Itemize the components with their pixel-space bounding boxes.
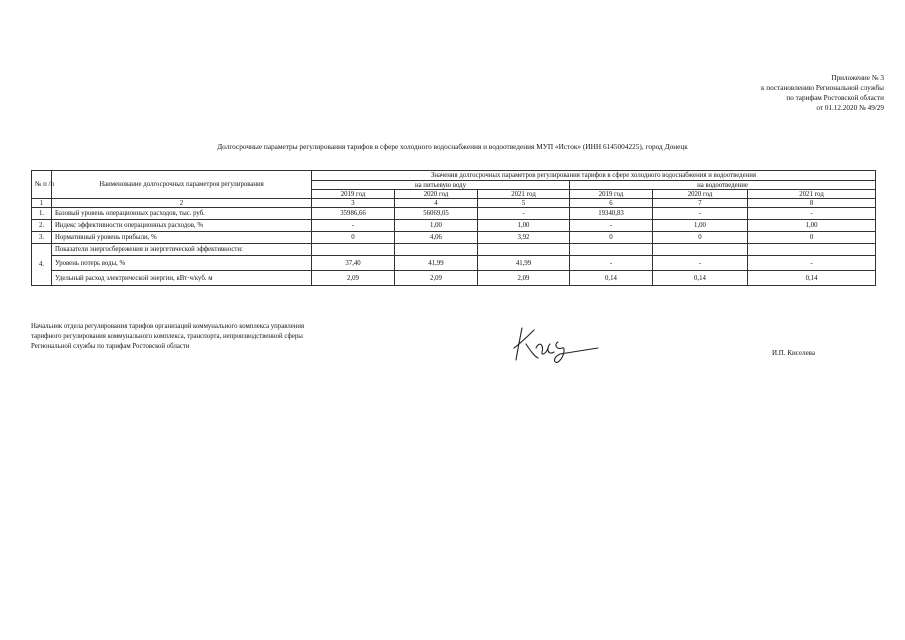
- header-year: 2020 год: [395, 190, 478, 199]
- empty-cell: [653, 244, 748, 256]
- cell-value: 0,14: [748, 271, 876, 286]
- row-num: 4.: [32, 244, 52, 286]
- cell-value: 56069,05: [395, 208, 478, 220]
- cell-value: -: [653, 256, 748, 271]
- column-number: 1: [32, 199, 52, 208]
- row-name: Нормативный уровень прибыли, %: [52, 232, 312, 244]
- row-num: 3.: [32, 232, 52, 244]
- signatory-position: [31, 322, 304, 352]
- cell-value: -: [570, 220, 653, 232]
- header-year: 2021 год: [748, 190, 876, 199]
- table-row: [32, 232, 876, 244]
- header-year: 2020 год: [653, 190, 748, 199]
- cell-value: -: [478, 208, 570, 220]
- cell-value: 0: [653, 232, 748, 244]
- column-number: 4: [395, 199, 478, 208]
- row-name: Индекс эффективности операционных расходов, %: [52, 220, 312, 232]
- table-row: [32, 220, 876, 232]
- table-row: [32, 244, 876, 256]
- cell-value: 1,00: [653, 220, 748, 232]
- cell-value: 0: [312, 232, 395, 244]
- cell-value: 3,92: [478, 232, 570, 244]
- appendix-line: от 01.12.2020 № 49/29: [816, 104, 884, 112]
- column-numbers-row: [32, 199, 876, 208]
- cell-value: -: [653, 208, 748, 220]
- cell-value: 2,09: [478, 271, 570, 286]
- cell-value: -: [748, 208, 876, 220]
- row-heading: Показатели энергосбережения и энергетической эффективности:: [52, 244, 312, 256]
- header-year: 2019 год: [312, 190, 395, 199]
- column-number: 7: [653, 199, 748, 208]
- empty-cell: [748, 244, 876, 256]
- header-name: Наименование долгосрочных параметров регулирования: [52, 171, 312, 199]
- cell-value: 1,00: [395, 220, 478, 232]
- header-year: 2019 год: [570, 190, 653, 199]
- header-water: на питьевую воду: [312, 181, 570, 190]
- row-num: 2.: [32, 220, 52, 232]
- header-year: 2021 год: [478, 190, 570, 199]
- table-row: [32, 208, 876, 220]
- cell-value: -: [570, 256, 653, 271]
- appendix-line: по тарифам Ростовской области: [786, 94, 884, 102]
- cell-value: 37,40: [312, 256, 395, 271]
- handwritten-signature: [508, 318, 603, 366]
- column-number: 8: [748, 199, 876, 208]
- row-name: Уровень потерь воды, %: [52, 256, 312, 271]
- parameters-table: [31, 170, 876, 286]
- cell-value: -: [748, 256, 876, 271]
- cell-value: 41,99: [395, 256, 478, 271]
- row-num: 1.: [32, 208, 52, 220]
- cell-value: -: [312, 220, 395, 232]
- empty-cell: [395, 244, 478, 256]
- cell-value: 41,99: [478, 256, 570, 271]
- appendix-line: к постановлению Региональной службы: [760, 84, 884, 92]
- document-title: Долгосрочные параметры регулирования тарифов в сфере холодного водоснабжения и водоотведения МУП «Исток» (ИНН 6145004225), город Донецк: [217, 142, 688, 151]
- appendix-line: Приложение № 3: [831, 74, 884, 82]
- footer-line: Региональной службы по тарифам Ростовской области: [31, 343, 190, 350]
- empty-cell: [478, 244, 570, 256]
- column-number: 6: [570, 199, 653, 208]
- header-row: [32, 171, 876, 181]
- empty-cell: [312, 244, 395, 256]
- appendix-block: [761, 73, 884, 113]
- cell-value: 0: [570, 232, 653, 244]
- cell-value: 0,14: [653, 271, 748, 286]
- cell-value: 19340,83: [570, 208, 653, 220]
- row-name: Удельный расход электрической энергии, кВт·ч/куб. м: [52, 271, 312, 286]
- table-row: [32, 256, 876, 271]
- row-name: Базовый уровень операционных расходов, тыс. руб.: [52, 208, 312, 220]
- column-number: 5: [478, 199, 570, 208]
- cell-value: 2,09: [395, 271, 478, 286]
- cell-value: 2,09: [312, 271, 395, 286]
- cell-value: 0,14: [570, 271, 653, 286]
- header-sewage: на водоотведение: [570, 181, 876, 190]
- header-values-group: Значения долгосрочных параметров регулирования тарифов в сфере холодного водоснабжения и водоотведения: [312, 171, 876, 181]
- cell-value: 0: [748, 232, 876, 244]
- header-num: № п /п: [32, 171, 52, 199]
- empty-cell: [570, 244, 653, 256]
- cell-value: 4,06: [395, 232, 478, 244]
- table-row: [32, 271, 876, 286]
- cell-value: 1,00: [478, 220, 570, 232]
- column-number: 3: [312, 199, 395, 208]
- cell-value: 1,00: [748, 220, 876, 232]
- signer-name: И.П. Киселева: [772, 349, 815, 357]
- cell-value: 35986,66: [312, 208, 395, 220]
- footer-line: тарифного регулирования коммунального комплекса, транспорта, непроизводственной сферы: [31, 333, 303, 340]
- footer-line: Начальник отдела регулирования тарифов организаций коммунального комплекса управления: [31, 323, 305, 330]
- column-number: 2: [52, 199, 312, 208]
